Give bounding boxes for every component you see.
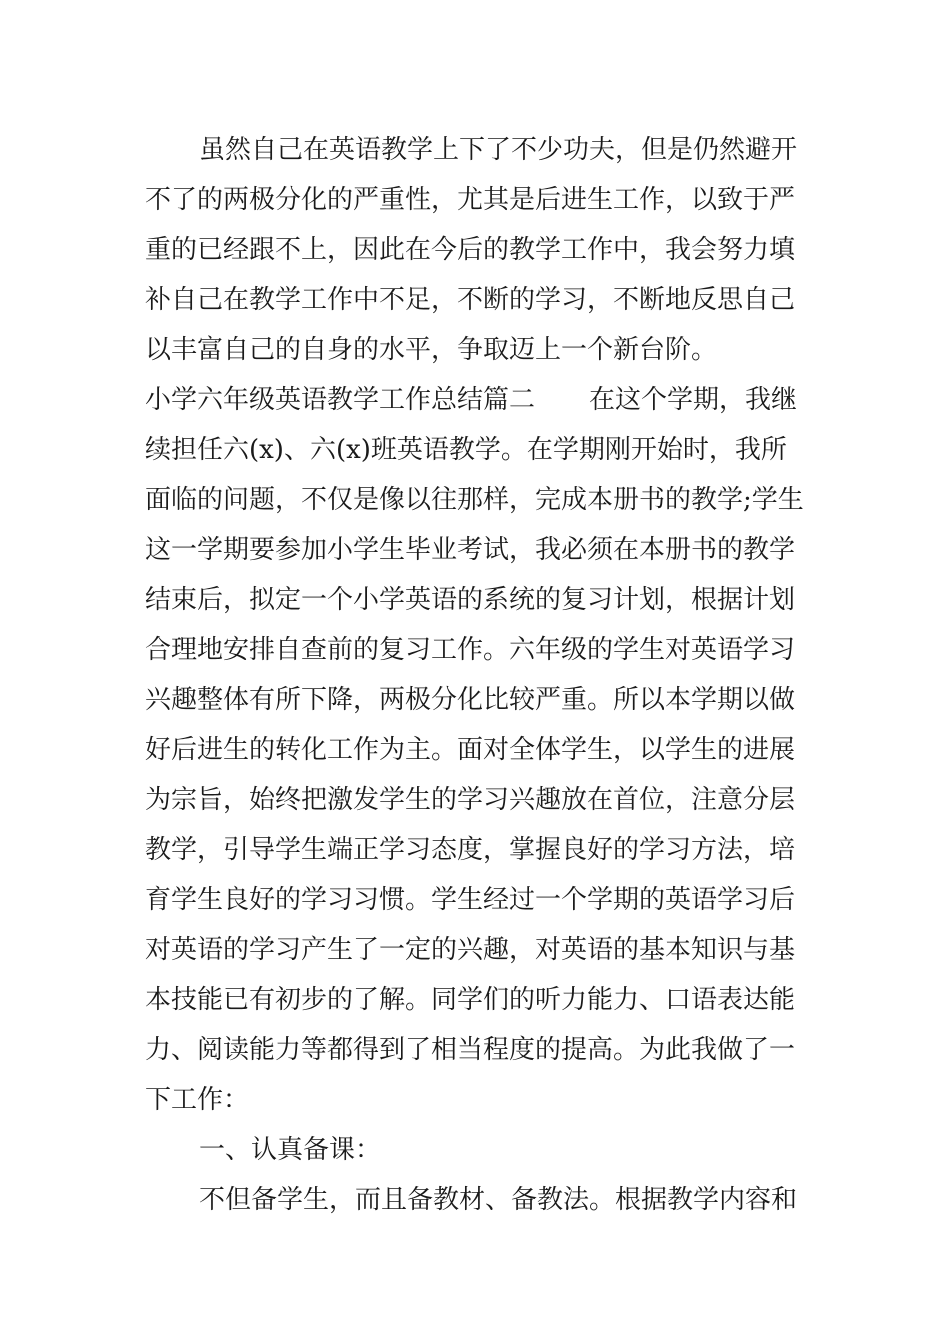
paragraph-line: 育学生良好的学习习惯。学生经过一个学期的英语学习后 bbox=[145, 885, 796, 915]
paragraph-line: 续担任六(x)、六(x)班英语教学。在学期刚开始时，我所 bbox=[145, 435, 787, 465]
paragraph-line: 结束后，拟定一个小学英语的系统的复习计划，根据计划 bbox=[145, 585, 796, 615]
paragraph-line: 补自己在教学工作中不足，不断的学习，不断地反思自己 bbox=[145, 285, 796, 315]
paragraph-line: 这一学期要参加小学生毕业考试，我必须在本册书的教学 bbox=[145, 535, 796, 565]
paragraph-line: 力、阅读能力等都得到了相当程度的提高。为此我做了一 bbox=[145, 1035, 796, 1065]
paragraph-line: 合理地安排自查前的复习工作。六年级的学生对英语学习 bbox=[145, 635, 796, 665]
paragraph-line: 面临的问题，不仅是像以往那样，完成本册书的教学;学生 bbox=[145, 485, 804, 515]
subheading: 一、认真备课： bbox=[199, 1135, 382, 1165]
paragraph-line: 不但备学生，而且备教材、备教法。根据教学内容和 bbox=[199, 1185, 798, 1215]
paragraph-line: 对英语的学习产生了一定的兴趣，对英语的基本知识与基 bbox=[145, 935, 796, 965]
paragraph-line: 为宗旨，始终把激发学生的学习兴趣放在首位，注意分层 bbox=[145, 785, 796, 815]
paragraph-line: 不了的两极分化的严重性，尤其是后进生工作，以致于严 bbox=[145, 185, 796, 215]
paragraph-line: 好后进生的转化工作为主。面对全体学生，以学生的进展 bbox=[145, 735, 796, 765]
document-body bbox=[145, 125, 810, 1225]
paragraph-line: 教学，引导学生端正学习态度，掌握良好的学习方法，培 bbox=[145, 835, 796, 865]
paragraph-line: 重的已经跟不上，因此在今后的教学工作中，我会努力填 bbox=[145, 235, 796, 265]
paragraph-line: 本技能已有初步的了解。同学们的听力能力、口语表达能 bbox=[145, 985, 796, 1015]
section-title-line bbox=[145, 375, 810, 425]
paragraph-line: 以丰富自己的自身的水平，争取迈上一个新台阶。 bbox=[145, 335, 718, 365]
section-title: 小学六年级英语教学工作总结篇二 bbox=[145, 385, 536, 415]
paragraph-line: 兴趣整体有所下降，两极分化比较严重。所以本学期以做 bbox=[145, 685, 796, 715]
paragraph-line: 虽然自己在英语教学上下了不少功夫，但是仍然避开 bbox=[199, 135, 798, 165]
paragraph-line-start: 在这个学期，我继 bbox=[589, 385, 798, 415]
paragraph-line: 下工作： bbox=[145, 1085, 250, 1115]
